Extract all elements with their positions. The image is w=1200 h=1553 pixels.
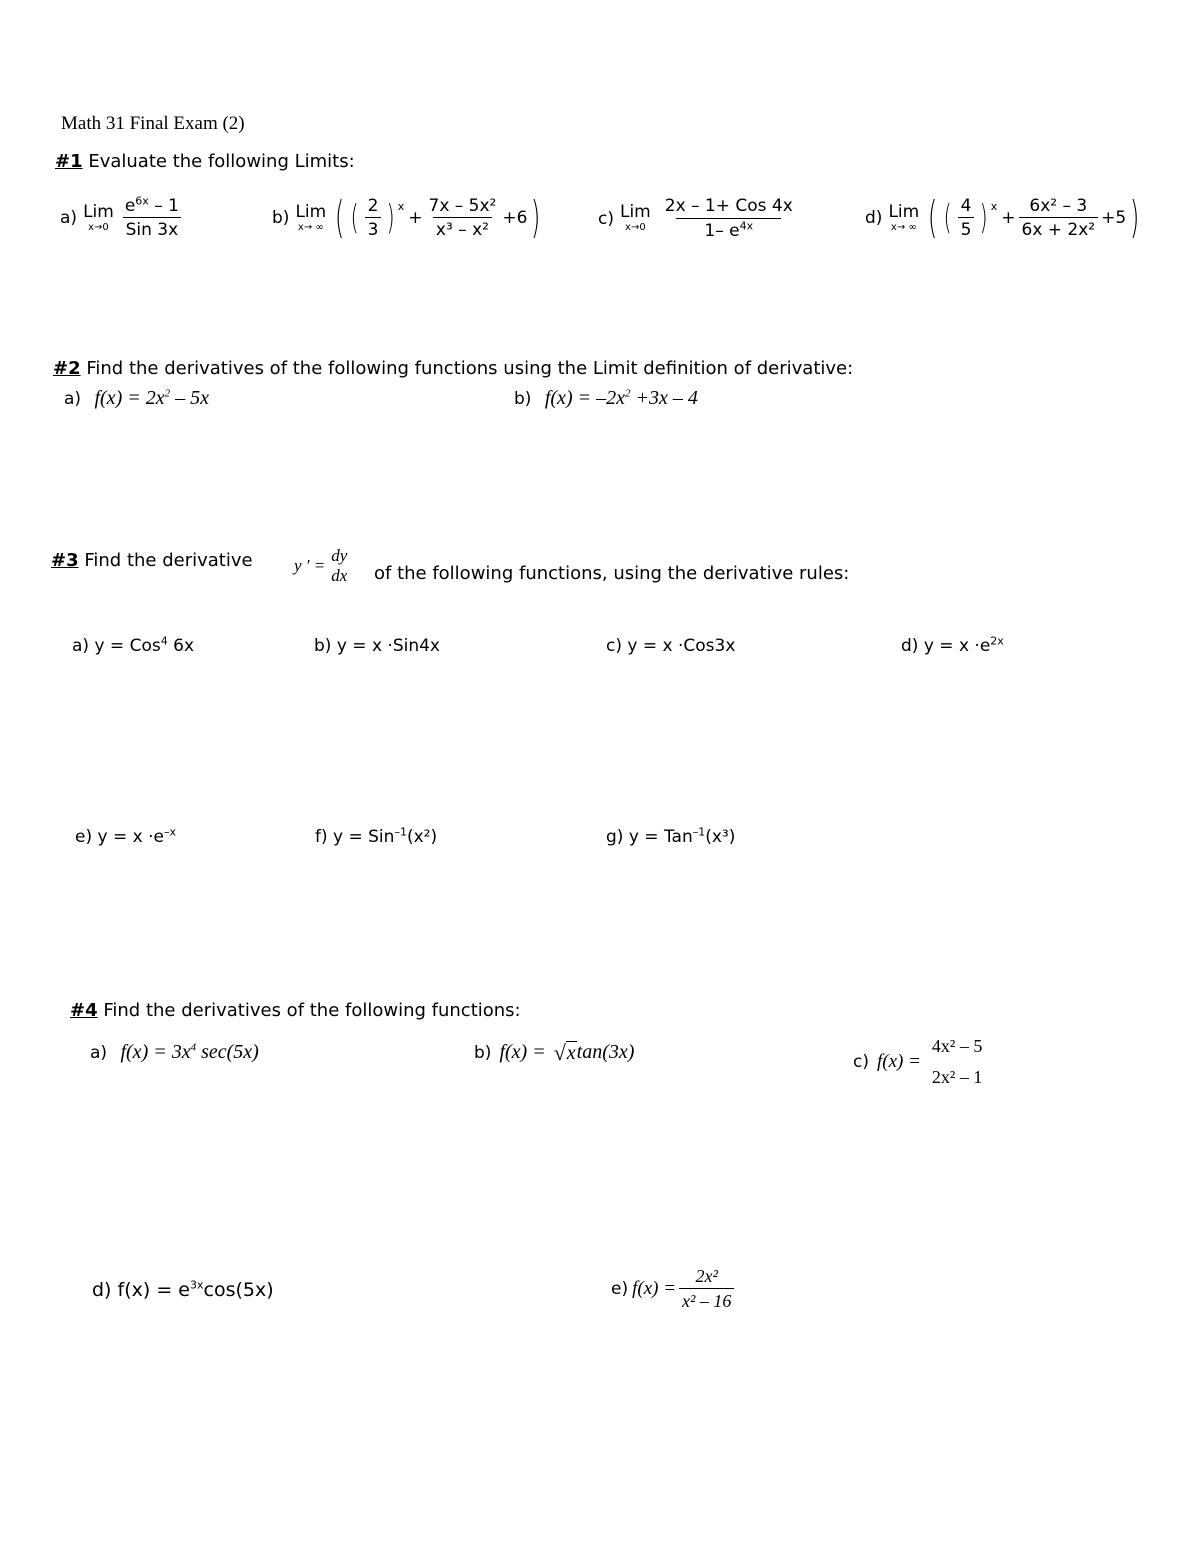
q4-item-c: c) f(x) = 4x² – 5 2x² – 1 [853, 1036, 988, 1088]
question-4-text: Find the derivatives of the following functions: [103, 1000, 521, 1021]
fraction: $\frac{4}{5}$ [958, 196, 975, 240]
fraction: $\frac{\text{2x²}}{\text{x² – 16}}$ [679, 1266, 734, 1312]
fraction: $\frac{\text{2x – 1+ Cos 4x}}{1- e^{4x}}$ [664, 196, 793, 241]
question-1-heading [55, 151, 355, 172]
fraction: $\frac{\text{7x – 5x²}}{\text{x³ – x²}}$ [428, 196, 497, 240]
square-root: √ x [553, 1040, 576, 1065]
item-label: c) [598, 208, 614, 229]
fraction: 4x² – 5 2x² – 1 [931, 1036, 983, 1087]
q3-item-b: b) y = x ·Sin4x [314, 636, 440, 656]
question-2-heading [53, 358, 853, 379]
q4-item-b: b) f(x) = √ x tan(3x) [474, 1040, 635, 1065]
q4-item-d: d) $f(x) = e^{3x}\cos(5x)$ [92, 1278, 274, 1301]
limit-operator: Lim x→0 [619, 202, 651, 233]
fraction [122, 196, 182, 240]
question-4-heading [70, 1000, 521, 1021]
q3-derivative-notation: y ′ = dy dx [294, 546, 348, 585]
limit-operator: Lim x→ ∞ [888, 201, 920, 233]
numerator: $e^{6x} - 1$ [124, 194, 179, 216]
q4-item-e: e) f(x) = $\frac{\text{2x²}}{\text{x² – 16}}$ [611, 1266, 737, 1312]
question-1-number: #1 [55, 151, 83, 172]
question-3-heading [51, 550, 253, 571]
item-label: d) [865, 208, 883, 228]
q2-item-a: a) $f(x) = 2x^2 - 5x$ [64, 387, 209, 409]
limit-operator: Lim x→ ∞ [295, 201, 327, 233]
q3-item-g: g) y = Tan$^{-1}$(x³) [606, 825, 736, 847]
q1-item-a [60, 196, 185, 240]
question-2-number: #2 [53, 358, 81, 379]
page-title: Math 31 Final Exam (2) [61, 113, 245, 134]
item-label: a) [60, 208, 78, 228]
q1-item-b: b) Lim x→ ∞ ( ( $\frac{2}{3}$ ) x + $\frac{\text{7x – 5x²}}{\text{x³ – x²}}$ +6 ) [272, 192, 541, 243]
q3-item-c: c) y = x ·Cos3x [606, 636, 736, 656]
q3-item-f: f) y = Sin$^{-1}$(x²) [315, 825, 438, 847]
q3-item-a: a) y = Cos$^4$ 6x [72, 634, 194, 656]
fraction: $\frac{2}{3}$ [365, 196, 382, 240]
q2-item-b: b) $f(x) = -2x^2 +3x - 4$ [514, 387, 698, 409]
q1-item-d: d) Lim x→ ∞ ( ( $\frac{4}{5}$ ) x + $\frac{\text{6x² – 3}}{\text{6x + 2x²}}$ +5 ) [865, 192, 1140, 243]
question-2-text: Find the derivatives of the following functions using the Limit definition of derivative: [86, 358, 854, 379]
denominator: Sin 3x [123, 217, 182, 240]
q3-item-d: d) $y = x \cdot e^{2x}$ [901, 634, 1004, 656]
question-3-number: #3 [51, 550, 79, 571]
question-1-text: Evaluate the following Limits: [88, 151, 355, 172]
question-3-text: Find the derivative [84, 550, 253, 571]
q3-item-e: e) $y = x \cdot e^{-x}$ [75, 825, 176, 847]
question-4-number: #4 [70, 1000, 98, 1021]
q4-item-a: a) $f(x) = 3x^4$ sec(5x) [90, 1041, 259, 1063]
fraction: $\frac{\text{6x² – 3}}{\text{6x + 2x²}}$ [1019, 196, 1099, 240]
item-label: b) [272, 208, 290, 228]
limit-operator: Lim x→0 [83, 201, 114, 233]
q1-item-c [598, 196, 802, 241]
question-3-text-continued: of the following functions, using the derivative rules: [374, 563, 850, 584]
